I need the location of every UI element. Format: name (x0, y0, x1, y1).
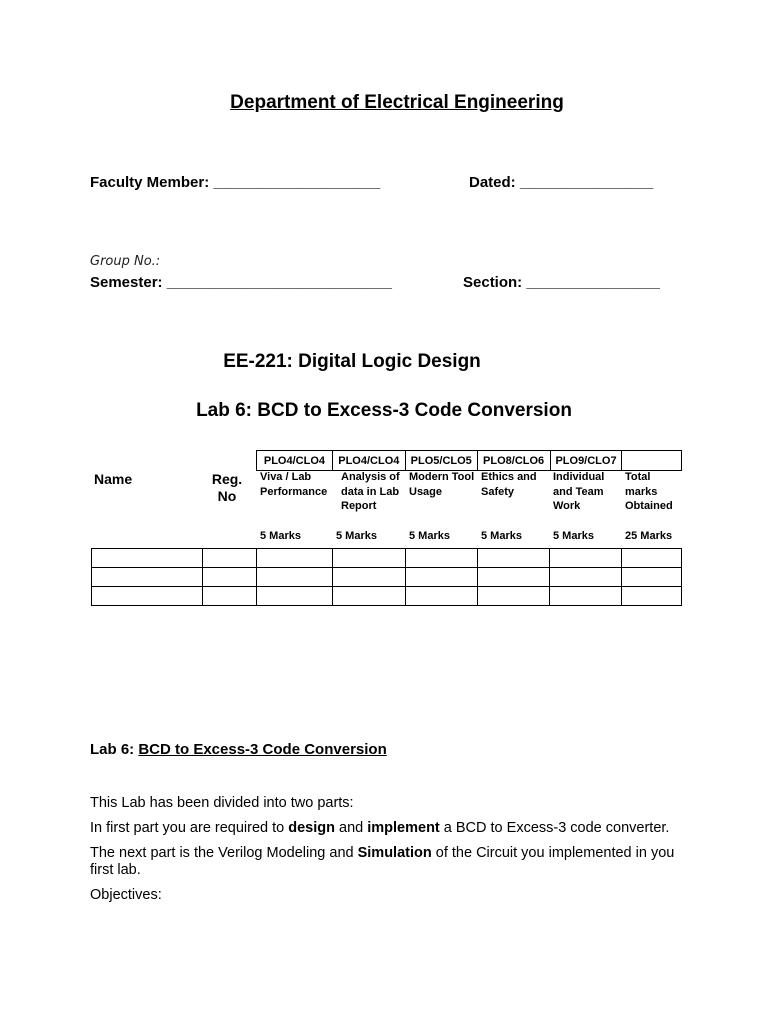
plo-label: PLO9/CLO7 (555, 454, 617, 467)
name-column-header: Name (94, 471, 133, 487)
marks-label: 5 Marks (260, 530, 301, 542)
plo-label: PLO8/CLO6 (483, 454, 545, 467)
total-cell[interactable] (622, 587, 682, 606)
table-row (92, 549, 682, 568)
reg-no-cell[interactable] (202, 568, 257, 587)
section-heading-title: BCD to Excess-3 Code Conversion (138, 741, 387, 758)
name-cell[interactable] (92, 568, 203, 587)
plo-cell (550, 451, 622, 471)
marks-cell[interactable] (257, 549, 333, 568)
reg-no-cell[interactable] (202, 587, 257, 606)
marks-cell[interactable] (333, 568, 406, 587)
marks-cell[interactable] (550, 587, 622, 606)
plo-cell (622, 451, 682, 471)
faculty-member-field: Faculty Member: ____________________ (90, 174, 381, 191)
marks-cell[interactable] (405, 568, 477, 587)
criteria-header: Total marks Obtained (625, 471, 673, 512)
marks-cell[interactable] (333, 549, 406, 568)
criteria-header: Viva / Lab Performance (260, 471, 328, 498)
reg-no-column-header: Reg. No (211, 471, 243, 504)
text-run: a BCD to Excess-3 code converter. (439, 820, 670, 836)
intro-paragraph: This Lab has been divided into two parts: (90, 795, 354, 811)
part-two-paragraph (90, 845, 700, 879)
marks-cell[interactable] (477, 568, 550, 587)
course-title: EE-221: Digital Logic Design (223, 351, 481, 372)
bold-text-run: implement (367, 820, 440, 836)
marks-cell[interactable] (405, 549, 477, 568)
dated-field: Dated: ________________ (469, 174, 654, 191)
marks-cell[interactable] (550, 568, 622, 587)
marks-entry-table (91, 548, 682, 606)
marks-cell[interactable] (333, 587, 406, 606)
total-cell[interactable] (622, 568, 682, 587)
plo-header-row (256, 450, 682, 471)
criteria-header: Individual and Team Work (553, 471, 605, 512)
marks-cell[interactable] (477, 587, 550, 606)
plo-cell (477, 451, 550, 471)
plo-cell (257, 451, 333, 471)
text-run: In first part you are required to (90, 820, 289, 836)
criteria-header: Ethics and Safety (481, 471, 537, 498)
section-field: Section: ________________ (463, 274, 660, 291)
objectives-heading: Objectives: (90, 887, 162, 903)
name-cell[interactable] (92, 587, 203, 606)
section-heading-prefix: Lab 6: (90, 741, 139, 758)
bold-text-run: Simulation (357, 845, 432, 861)
plo-label: PLO5/CLO5 (410, 454, 472, 467)
lab-title: Lab 6: BCD to Excess-3 Code Conversion (196, 400, 572, 421)
plo-cell (405, 451, 477, 471)
plo-label: PLO4/CLO4 (338, 454, 400, 467)
plo-cell (332, 451, 405, 471)
plo-label: PLO4/CLO4 (263, 454, 325, 467)
name-cell[interactable] (92, 549, 203, 568)
marks-cell[interactable] (257, 587, 333, 606)
marks-label: 5 Marks (336, 530, 377, 542)
marks-label: 5 Marks (553, 530, 594, 542)
total-cell[interactable] (622, 549, 682, 568)
reg-no-cell[interactable] (202, 549, 257, 568)
marks-cell[interactable] (477, 549, 550, 568)
group-number-label: Group No.: (90, 254, 161, 269)
marks-cell[interactable] (405, 587, 477, 606)
marks-label: 25 Marks (625, 530, 673, 542)
table-row (92, 568, 682, 587)
semester-field: Semester: ___________________________ (90, 274, 392, 291)
department-title (0, 92, 768, 114)
table-row (92, 587, 682, 606)
part-one-paragraph (90, 820, 700, 837)
text-run: of the Circuit you implemented in you first lab. (90, 845, 675, 878)
bold-text-run: design (288, 820, 335, 836)
criteria-header: Modern Tool Usage (409, 471, 475, 498)
department-title-text: Department of Electrical Engineering (230, 92, 564, 113)
marks-label: 5 Marks (409, 530, 450, 542)
text-run: and (335, 820, 368, 836)
text-run: The next part is the Verilog Modeling and (90, 845, 358, 861)
marks-label: 5 Marks (481, 530, 522, 542)
marks-cell[interactable] (550, 549, 622, 568)
marks-cell[interactable] (257, 568, 333, 587)
criteria-header: Analysis of data in Lab Report (341, 471, 400, 512)
section-heading (90, 741, 387, 758)
